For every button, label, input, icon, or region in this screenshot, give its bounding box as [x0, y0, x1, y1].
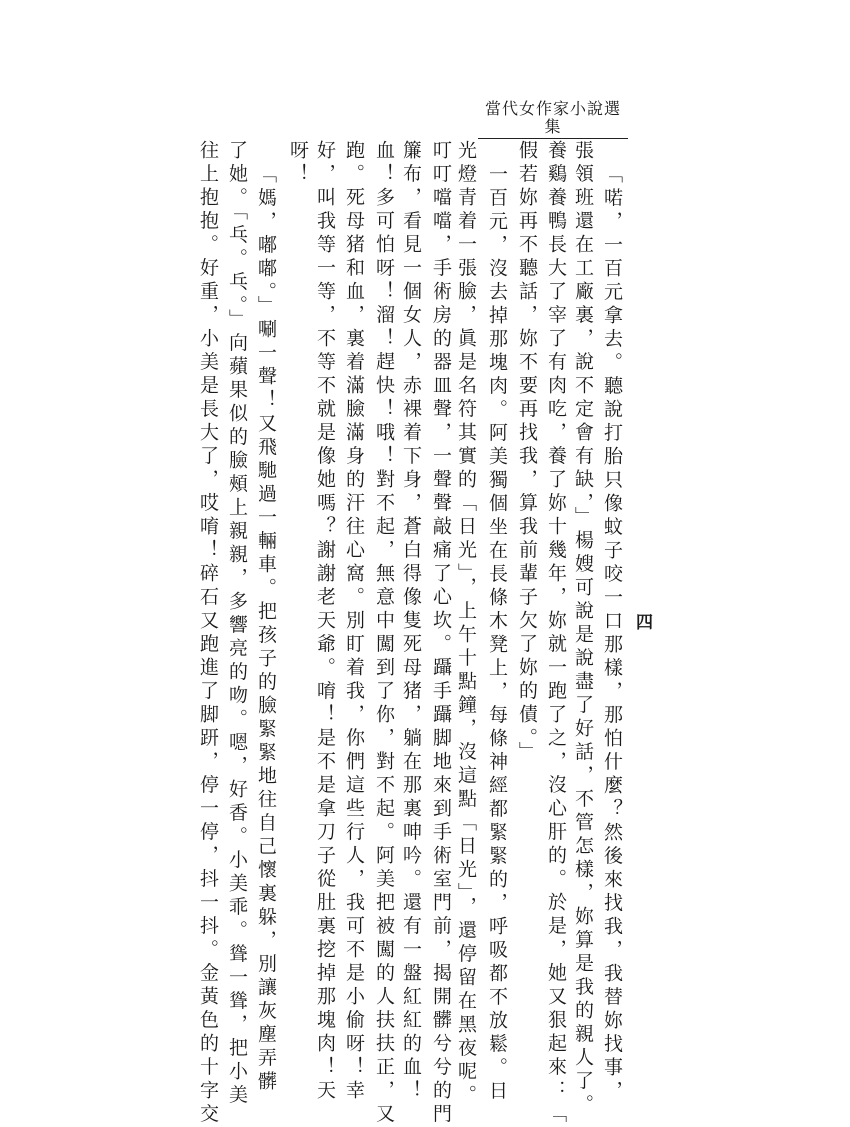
text-column: 血！多可怕呀！溜！趕快！哦！對不起，無意中闖到了你，對不起。阿美把被闖的人扶扶正，又 — [373, 140, 395, 1127]
text-column: 往上抱抱。好重，小美是長大了，哎唷！碎石又跑進了脚趼，停一停，抖一抖。金黃色的十字交 — [197, 140, 219, 1127]
text-column: 跑。死母猪和血，裏着滿臉滿身的汗往心窩。別盯着我，你們這些行人，我可不是小偷呀！幸 — [343, 140, 365, 1104]
text-column: 養鷄養鴨長大了宰了有肉吃，養了妳十幾年，妳就一跑了之，沒心肝的。於是，她又狠起來：「 — [545, 140, 567, 1127]
text-column: 簾布，看見一個女人，赤裸着下身，蒼白得像隻死母猪，躺在那裏呻吟。還有一盤紅紅的血！ — [400, 140, 422, 1104]
text-column: 「喏，一百元拿去。聽說打胎只像蚊子咬一口那樣，那怕什麼？然後來找我，我替妳找事， — [601, 164, 623, 1104]
text-column: 好，叫我等一等，不等不就是像她嗎？謝謝老天爺。唷！是不是拿刀子從肚裏挖掉那塊肉！天 — [314, 140, 336, 1104]
text-column: 呀！ — [287, 140, 309, 187]
page-number: 四 — [636, 613, 653, 633]
running-title: 當代女作家小說選集 — [478, 100, 628, 139]
text-column: 光燈青着一張臉，眞是名符其實的「日光」，上午十點鐘，沒這點「日光」，還停留在黑夜呢。 — [455, 140, 477, 1108]
text-column: 一百元，沒去掉那塊肉。阿美獨個坐在長條木凳上，每條神經都緊緊的，呼吸都不放鬆。日 — [486, 164, 508, 1104]
text-column: 假若妳再不聽話，妳不要再找我，算我前輩子欠了妳的債。」 — [516, 140, 538, 765]
text-column: 了她。「乓。乓。」向蘋果似的臉頰上親親，多響亮的吻。嗯，好香。小美乖。聳一聳，把小美 — [226, 140, 248, 1108]
text-column: 「媽，嘟嘟。」唰一聲！又飛馳過一輛車。把孩子的臉緊緊地往自己懷裏躲，別讓灰塵弄髒 — [255, 164, 277, 1095]
text-column: 張領班還在工廠裏，說不定會有缺，」楊嫂可說是說盡了好話，不管怎樣，妳算是我的親人了。 — [572, 140, 594, 1118]
text-column: 叮叮噹噹，手術房的器皿聲，一聲聲敲痛了心坎。躡手躡脚地來到手術室門前，揭開髒兮兮的門 — [430, 140, 452, 1127]
